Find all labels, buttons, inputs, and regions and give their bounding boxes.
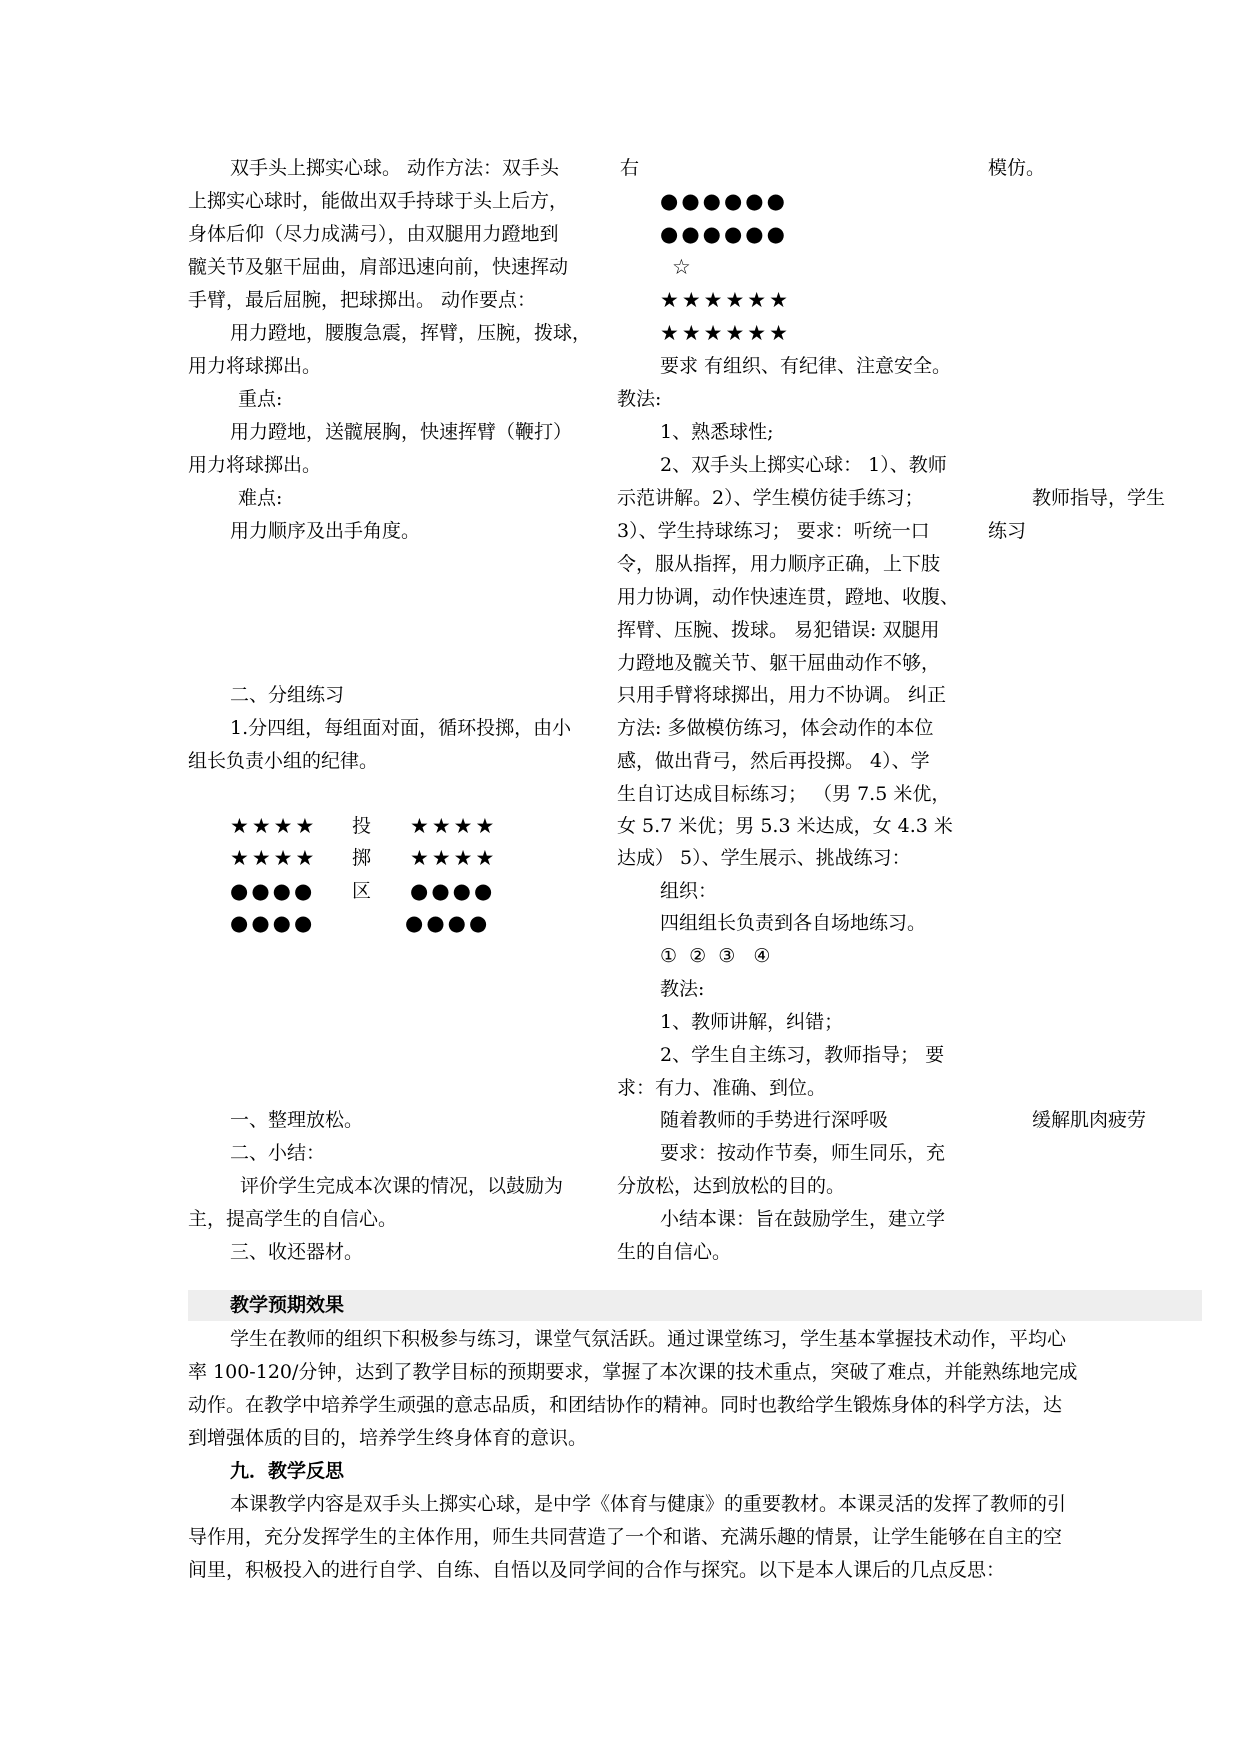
right-line: 模仿。 [988, 157, 1046, 179]
group-numbers: ① ② ③ ④ [660, 945, 771, 967]
left-line: 手臂，最后屈腕，把球掷出。 动作要点： [188, 289, 537, 311]
mid-line: 生的自信心。 [617, 1241, 732, 1263]
paragraph-line: 间里，积极投入的进行自学、自练、自悟以及同学间的合作与探究。以下是本人课后的几点反思： [188, 1559, 1006, 1581]
formation-dots: ●●●●●● [660, 189, 788, 213]
mid-line: 要求：按动作节奏，师生同乐，充 [660, 1142, 946, 1164]
formation-stars: ★★★★ [230, 814, 318, 838]
throw-zone-label: 投 [352, 815, 372, 837]
left-line: 主，提高学生的自信心。 [188, 1208, 398, 1230]
mid-line: 3）、学生持球练习； 要求：听统一口 [617, 520, 930, 542]
paragraph-line: 率 100-120/分钟，达到了教学目标的预期要求，掌握了本次课的技术重点，突破了难点，并能熟练地完成 [188, 1361, 1078, 1383]
left-line: 评价学生完成本次课的情况，以鼓励为 [240, 1175, 564, 1197]
left-line: 组长负责小组的纪律。 [188, 750, 379, 772]
left-line: 上掷实心球时，能做出双手持球于头上后方， [188, 190, 569, 212]
mid-line: 教法: [617, 388, 662, 410]
left-line: 用力将球掷出。 [188, 454, 322, 476]
throw-zone-label: 区 [352, 880, 372, 902]
teacher-star-icon: ☆ [672, 255, 694, 279]
formation-stars: ★★★★★★ [660, 321, 791, 345]
mid-line: 达成） 5）、学生展示、挑战练习： [617, 847, 911, 869]
left-line: 三、收还器材。 [230, 1241, 364, 1263]
formation-dots: ●●●● [405, 911, 491, 935]
formation-dots: ●●●● [230, 879, 316, 903]
paragraph-line: 到增强体质的目的，培养学生终身体育的意识。 [188, 1427, 588, 1449]
formation-dots: ●●●● [230, 911, 316, 935]
mid-line: 教法: [660, 978, 705, 1000]
formation-stars: ★★★★ [410, 814, 498, 838]
left-line: 右 [620, 157, 640, 179]
mid-line: 令，服从指挥，用力顺序正确，上下肢 [617, 553, 941, 575]
left-line: 难点: [238, 487, 283, 509]
formation-stars: ★★★★ [230, 846, 318, 870]
formation-stars: ★★★★★★ [660, 288, 791, 312]
left-line: 身体后仰（尽力成满弓），由双腿用力蹬地到 [188, 223, 559, 245]
mid-line: 1、熟悉球性; [660, 421, 774, 443]
mid-line: 2、学生自主练习，教师指导； 要 [660, 1044, 945, 1066]
left-line: 用力顺序及出手角度。 [230, 520, 421, 542]
formation-dots: ●●●●●● [660, 222, 788, 246]
mid-line: 示范讲解。2）、学生模仿徒手练习； [617, 487, 924, 509]
mid-line: 方法: 多做模仿练习，体会动作的本位 [617, 717, 934, 739]
paragraph-line: 导作用，充分发挥学生的主体作用，师生共同营造了一个和谐、充满乐趣的情景，让学生能够在自主的空 [188, 1526, 1063, 1548]
left-line: 一、整理放松。 [230, 1109, 364, 1131]
mid-line: 四组组长负责到各自场地练习。 [660, 912, 927, 934]
left-line: 髋关节及躯干屈曲，肩部迅速向前，快速挥动 [188, 256, 569, 278]
mid-line: 求：有力、准确、到位。 [617, 1077, 827, 1099]
mid-line: 1、教师讲解，纠错； [660, 1011, 844, 1033]
mid-line: 感，做出背弓，然后再投掷。 4）、学 [617, 750, 930, 772]
mid-line: 用力协调，动作快速连贯，蹬地、收腹、 [617, 586, 960, 608]
left-line: 重点: [238, 388, 283, 410]
throw-zone-label: 掷 [352, 847, 372, 869]
mid-line: 女 5.7 米优；男 5.3 米达成，女 4.3 米 [617, 815, 953, 837]
mid-line: 生自订达成目标练习； （男 7.5 米优， [617, 783, 951, 805]
left-line: 用力将球掷出。 [188, 355, 322, 377]
section-heading: 九．教学反思 [230, 1460, 345, 1482]
paragraph-line: 学生在教师的组织下积极参与练习，课堂气氛活跃。通过课堂练习，学生基本掌握技术动作，平均心 [230, 1328, 1067, 1350]
formation-dots: ●●●● [410, 879, 496, 903]
mid-line: 练习 [988, 520, 1027, 542]
left-line: 用力蹬地，送髋展胸，快速挥臂（鞭打） [230, 421, 573, 443]
mid-line: 随着教师的手势进行深呼吸 [660, 1109, 889, 1131]
left-line: 二、小结： [230, 1142, 326, 1164]
paragraph-line: 动作。在教学中培养学生顽强的意志品质，和团结协作的精神。同时也教给学生锻炼身体的科学方法，达 [188, 1394, 1063, 1416]
mid-line: 力蹬地及髋关节、躯干屈曲动作不够， [617, 652, 941, 674]
mid-line: 组织： [660, 880, 718, 902]
right-line: 教师指导，学生 [1032, 487, 1166, 509]
mid-line: 只用手臂将球掷出，用力不协调。 纠正 [617, 684, 947, 706]
left-line: 二、分组练习 [230, 684, 345, 706]
right-line: 缓解肌肉疲劳 [1032, 1109, 1147, 1131]
paragraph-line: 本课教学内容是双手头上掷实心球，是中学《体育与健康》的重要教材。本课灵活的发挥了教师的引 [230, 1493, 1067, 1515]
mid-line: 要求 有组织、有纪律、注意安全。 [660, 355, 952, 377]
mid-line: 挥臂、压腕、拨球。 易犯错误: 双腿用 [617, 619, 940, 641]
section-heading: 教学预期效果 [230, 1294, 345, 1316]
formation-stars: ★★★★ [410, 846, 498, 870]
mid-line: 2、双手头上掷实心球： 1）、教师 [660, 454, 947, 476]
mid-line: 小结本课：旨在鼓励学生，建立学 [660, 1208, 946, 1230]
left-line: 双手头上掷实心球。 动作方法：双手头 [230, 157, 560, 179]
mid-line: 分放松，达到放松的目的。 [617, 1175, 846, 1197]
left-line: 用力蹬地，腰腹急震，挥臂，压腕，拨球， [230, 322, 592, 344]
left-line: 1.分四组，每组面对面，循环投掷，由小 [230, 717, 572, 739]
